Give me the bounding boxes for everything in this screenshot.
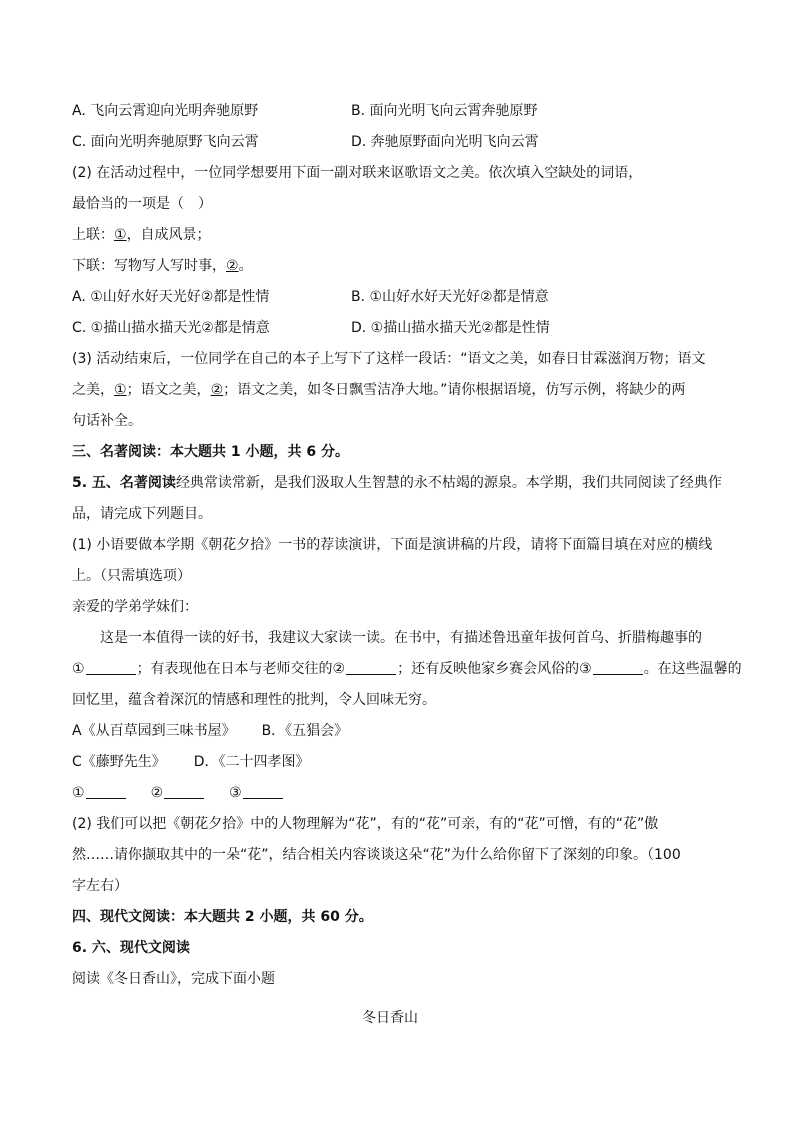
choices-row-2 xyxy=(72,747,732,778)
q4-1-options-row-1 xyxy=(72,96,732,127)
exam-page xyxy=(72,96,742,1034)
q5-2-line-3: 字左右） xyxy=(72,878,128,894)
q4-3-line-3: 句话补全。 xyxy=(72,413,142,429)
speech-greeting: 亲爱的学弟学妹们： xyxy=(72,599,198,615)
q5-intro-line-1 xyxy=(72,468,732,499)
option-c: C. ①描山描水描天光②都是情意 xyxy=(72,320,270,336)
answer-3-blank[interactable] xyxy=(243,784,283,799)
speech-line-3: 回忆里，蕴含着深沉的情感和理性的批判，令人回味无穷。 xyxy=(72,692,436,708)
q4-2-options-row-2 xyxy=(72,313,732,344)
choices-row-1 xyxy=(72,716,732,747)
option-d: D. ①描山描水描天光②都是性情 xyxy=(351,320,550,336)
q5-1-line-2: 上。（只需填选项） xyxy=(72,568,191,584)
speech-text-3: 。在这些温馨的 xyxy=(643,661,742,677)
couplet-lower-prefix: 下联：写物写人写时事， xyxy=(72,258,226,274)
couplet-upper-prefix: 上联： xyxy=(72,227,114,243)
option-b: B. 面向光明飞向云霄奔驰原野 xyxy=(351,103,538,119)
answer-2-blank[interactable] xyxy=(164,784,204,799)
answer-1 xyxy=(72,778,127,809)
q4-3-blank-1: ① xyxy=(114,382,127,398)
answer-blanks-row xyxy=(72,778,732,809)
q5-2-line-1: (2) 我们可以把《朝花夕拾》中的人物理解为“花”，有的“花”可亲，有的“花”可憎，有的“花”傲 xyxy=(72,816,659,832)
choice-d: D．《二十四孝图》 xyxy=(193,754,310,770)
section-3-heading: 三、名著阅读：本大题共 1 小题，共 6 分。 xyxy=(72,444,349,460)
couplet-upper-suffix: ，自成风景； xyxy=(126,227,211,243)
speech-line-1: 这是一本值得一读的好书，我建议大家读一读。在书中，有描述鲁迅童年拔何首乌、折腊梅趣事的 xyxy=(100,630,702,646)
option-a: A. ①山好水好天光好②都是性情 xyxy=(72,289,270,305)
speech-blank-2[interactable] xyxy=(346,660,396,675)
answer-3-marker: ③ xyxy=(229,785,242,801)
answer-1-marker: ① xyxy=(72,785,85,801)
speech-line-2 xyxy=(72,654,742,685)
q4-3-line-1: (3) 活动结束后，一位同学在自己的本子上写下了这样一段话：“语文之美，如春日甘霖滋润万物；语文 xyxy=(72,351,706,367)
option-b: B. ①山好水好天光好②都是情意 xyxy=(351,289,549,305)
speech-text-2: ；还有反映他家乡赛会风俗的③ xyxy=(397,661,592,677)
q5-intro-text: 经典常读常新，是我们汲取人生智慧的永不枯竭的源泉。本学期，我们共同阅读了经典作 xyxy=(175,475,722,491)
choice-b: B．《五猖会》 xyxy=(261,723,349,739)
speech-marker-1: ① xyxy=(72,661,85,677)
answer-3 xyxy=(229,778,284,809)
q4-3-blank-2: ② xyxy=(210,382,224,398)
q4-3-text-2: ；语文之美， xyxy=(126,382,211,398)
q4-2-stem-line-1: (2) 在活动过程中，一位同学想要用下面一副对联来讴歌语文之美。依次填入空缺处的词语， xyxy=(72,165,643,181)
q4-2-stem-line-2: 最恰当的一项是（ ） xyxy=(72,196,212,212)
option-d: D. 奔驰原野面向光明飞向云霄 xyxy=(351,134,539,150)
q5-intro-line-2: 品，请完成下列题目。 xyxy=(72,506,212,522)
option-a: A. 飞向云霄迎向光明奔驰原野 xyxy=(72,103,259,119)
q5-1-line-1: (1) 小语要做本学期《朝花夕拾》一书的荐读演讲，下面是演讲稿的片段，请将下面篇目填在对应的横线 xyxy=(72,537,713,553)
answer-2 xyxy=(151,778,206,809)
couplet-upper-blank: ① xyxy=(114,227,127,243)
q5-label: 5. 五、名著阅读 xyxy=(72,475,176,491)
answer-1-blank[interactable] xyxy=(86,784,126,799)
choice-c: C《藤野先生》 xyxy=(72,754,166,770)
couplet-lower xyxy=(72,251,732,282)
q6-label: 6. 六、现代文阅读 xyxy=(72,940,190,956)
couplet-upper xyxy=(72,220,732,251)
couplet-lower-suffix: 。 xyxy=(238,258,253,274)
q4-3-text-3: ；语文之美，如冬日飘雪洁净大地。”请你根据语境，仿写示例，将缺少的两 xyxy=(223,382,686,398)
couplet-lower-blank: ② xyxy=(226,258,239,274)
q4-2-options-row-1 xyxy=(72,282,732,313)
speech-text-1: ；有表现他在日本与老师交往的② xyxy=(136,661,346,677)
q4-3-line-2 xyxy=(72,375,732,406)
passage-title: 冬日香山 xyxy=(362,1010,418,1026)
q4-1-options-row-2 xyxy=(72,127,732,158)
speech-blank-3[interactable] xyxy=(593,660,643,675)
q5-2-line-2: 然……请你撷取其中的一朵“花”，结合相关内容谈谈这朵“花”为什么给你留下了深刻的印象。（100 xyxy=(72,847,681,863)
section-4-heading: 四、现代文阅读：本大题共 2 小题，共 60 分。 xyxy=(72,909,373,925)
option-c: C. 面向光明奔驰原野飞向云霄 xyxy=(72,134,259,150)
answer-2-marker: ② xyxy=(150,785,164,801)
speech-blank-1[interactable] xyxy=(86,660,136,675)
q6-instruction: 阅读《冬日香山》，完成下面小题 xyxy=(72,971,275,987)
choice-a: A《从百草园到三味书屋》 xyxy=(72,723,236,739)
q4-3-text-1: 之美， xyxy=(72,382,114,398)
